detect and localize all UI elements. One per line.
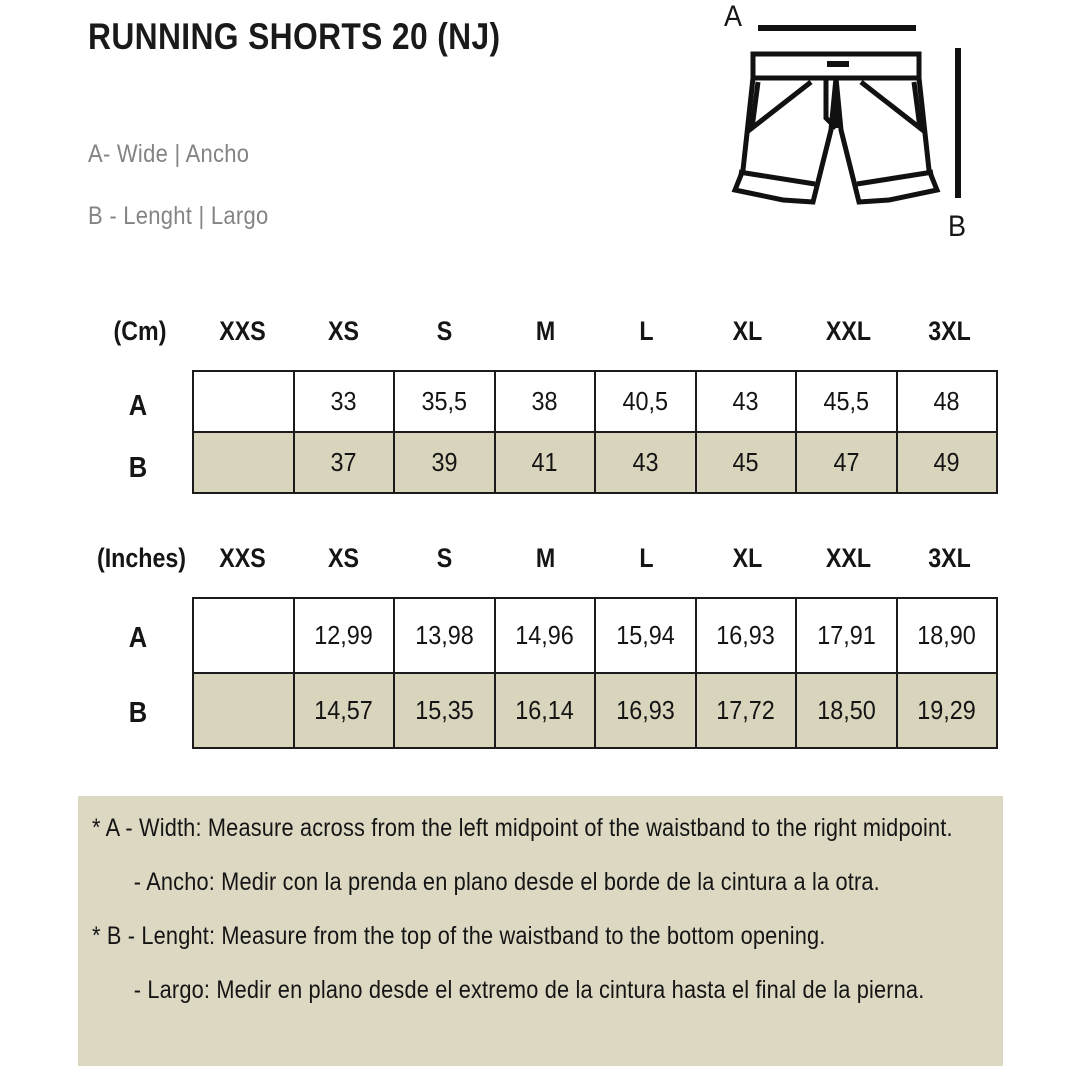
unit-header-cm: (Cm) <box>113 316 167 346</box>
cell <box>295 372 396 431</box>
row-label-b-inches: B <box>128 697 148 729</box>
size-header-xl: XL <box>732 316 763 346</box>
garment-diagram <box>705 0 1005 265</box>
size-header-m: M <box>535 543 556 573</box>
cell <box>898 599 997 672</box>
cell <box>496 599 597 672</box>
size-header-xxs: XXS <box>219 316 266 346</box>
cell-value: 12,99 <box>314 620 374 650</box>
cell-value: 35,5 <box>421 386 468 416</box>
unit-header-inches: (Inches) <box>97 543 187 573</box>
table-header-inches <box>0 543 1081 589</box>
cell-value: 45,5 <box>823 386 870 416</box>
table-header-cm <box>0 316 1081 362</box>
cell <box>395 674 496 747</box>
cell-value: 14,96 <box>515 620 575 650</box>
size-header-xxl: XXL <box>825 316 872 346</box>
size-header-s: S <box>436 316 453 346</box>
size-header-l: L <box>639 316 654 346</box>
size-header-xs: XS <box>328 543 359 573</box>
cell-value: 15,35 <box>414 695 474 725</box>
cell <box>194 599 295 672</box>
cell <box>898 433 997 492</box>
cell <box>596 599 697 672</box>
note-width-en: * A - Width: Measure across from the left midpoint of the waistband to the right midpoint. <box>92 814 953 842</box>
cell <box>697 599 798 672</box>
cell <box>395 372 496 431</box>
row-label-b-cm: B <box>128 452 148 484</box>
width-dimension-label: A <box>724 0 743 33</box>
size-header-xl: XL <box>732 543 763 573</box>
cell-value: 17,91 <box>816 620 876 650</box>
cell <box>797 674 898 747</box>
cell <box>295 433 396 492</box>
measurement-legend <box>88 140 293 264</box>
note-width-es: - Ancho: Medir con la prenda en plano desde el borde de la cintura a la otra. <box>133 868 880 896</box>
cell-value: 39 <box>431 447 458 477</box>
note-length-en: * B - Lenght: Measure from the top of the waistband to the bottom opening. <box>92 922 826 950</box>
row-label-a-cm: A <box>128 390 148 422</box>
cell-value: 16,93 <box>615 695 675 725</box>
size-header-m: M <box>535 316 556 346</box>
cell <box>697 433 798 492</box>
size-header-3xl: 3XL <box>928 543 971 573</box>
note-length-es: - Largo: Medir en plano desde el extremo de la cintura hasta el final de la pierna. <box>133 976 925 1004</box>
legend-line-b: B - Lenght | Largo <box>88 202 269 230</box>
cell <box>898 372 997 431</box>
size-header-3xl: 3XL <box>928 316 971 346</box>
table-row <box>194 433 996 492</box>
measurement-grid-inches <box>192 597 998 749</box>
length-dimension-label: B <box>948 210 967 243</box>
cell-value: 16,14 <box>515 695 575 725</box>
cell-value: 40,5 <box>622 386 669 416</box>
cell-value: 43 <box>632 447 659 477</box>
cell <box>194 674 295 747</box>
size-header-l: L <box>639 543 654 573</box>
measurement-notes-panel <box>78 796 1003 1066</box>
cell <box>797 599 898 672</box>
size-header-xxl: XXL <box>825 543 872 573</box>
cell-value: 16,93 <box>716 620 776 650</box>
cell <box>496 674 597 747</box>
cell <box>797 372 898 431</box>
cell-value: 13,98 <box>414 620 474 650</box>
cell-value: 41 <box>531 447 558 477</box>
cell <box>395 599 496 672</box>
cell-value: 48 <box>933 386 960 416</box>
cell-value: 49 <box>933 447 960 477</box>
cell <box>596 674 697 747</box>
cell-value: 14,57 <box>314 695 374 725</box>
size-table-cm <box>0 316 1081 477</box>
page-title: RUNNING SHORTS 20 (NJ) <box>88 16 501 57</box>
size-header-s: S <box>436 543 453 573</box>
cell-value: 43 <box>732 386 759 416</box>
size-header-xs: XS <box>328 316 359 346</box>
cell-value: 18,50 <box>816 695 876 725</box>
cell-value: 19,29 <box>917 695 977 725</box>
cell-value: 33 <box>330 386 357 416</box>
size-table-inches <box>0 543 1081 725</box>
row-label-a-inches: A <box>128 622 148 654</box>
table-row <box>194 599 996 674</box>
cell-value: 47 <box>833 447 860 477</box>
cell <box>697 372 798 431</box>
cell <box>797 433 898 492</box>
cell <box>496 372 597 431</box>
cell-value: 37 <box>330 447 357 477</box>
cell-value: 17,72 <box>716 695 776 725</box>
measurement-grid-cm <box>192 370 998 494</box>
legend-line-a: A- Wide | Ancho <box>88 140 250 168</box>
cell <box>295 674 396 747</box>
cell <box>596 372 697 431</box>
cell <box>295 599 396 672</box>
cell <box>697 674 798 747</box>
cell <box>395 433 496 492</box>
table-row <box>194 372 996 433</box>
cell <box>898 674 997 747</box>
table-row <box>194 674 996 747</box>
cell-value: 18,90 <box>917 620 977 650</box>
cell-value: 15,94 <box>615 620 675 650</box>
size-header-xxs: XXS <box>219 543 266 573</box>
cell <box>194 433 295 492</box>
cell <box>194 372 295 431</box>
cell-value: 38 <box>531 386 558 416</box>
cell-value: 45 <box>732 447 759 477</box>
cell <box>496 433 597 492</box>
cell <box>596 433 697 492</box>
